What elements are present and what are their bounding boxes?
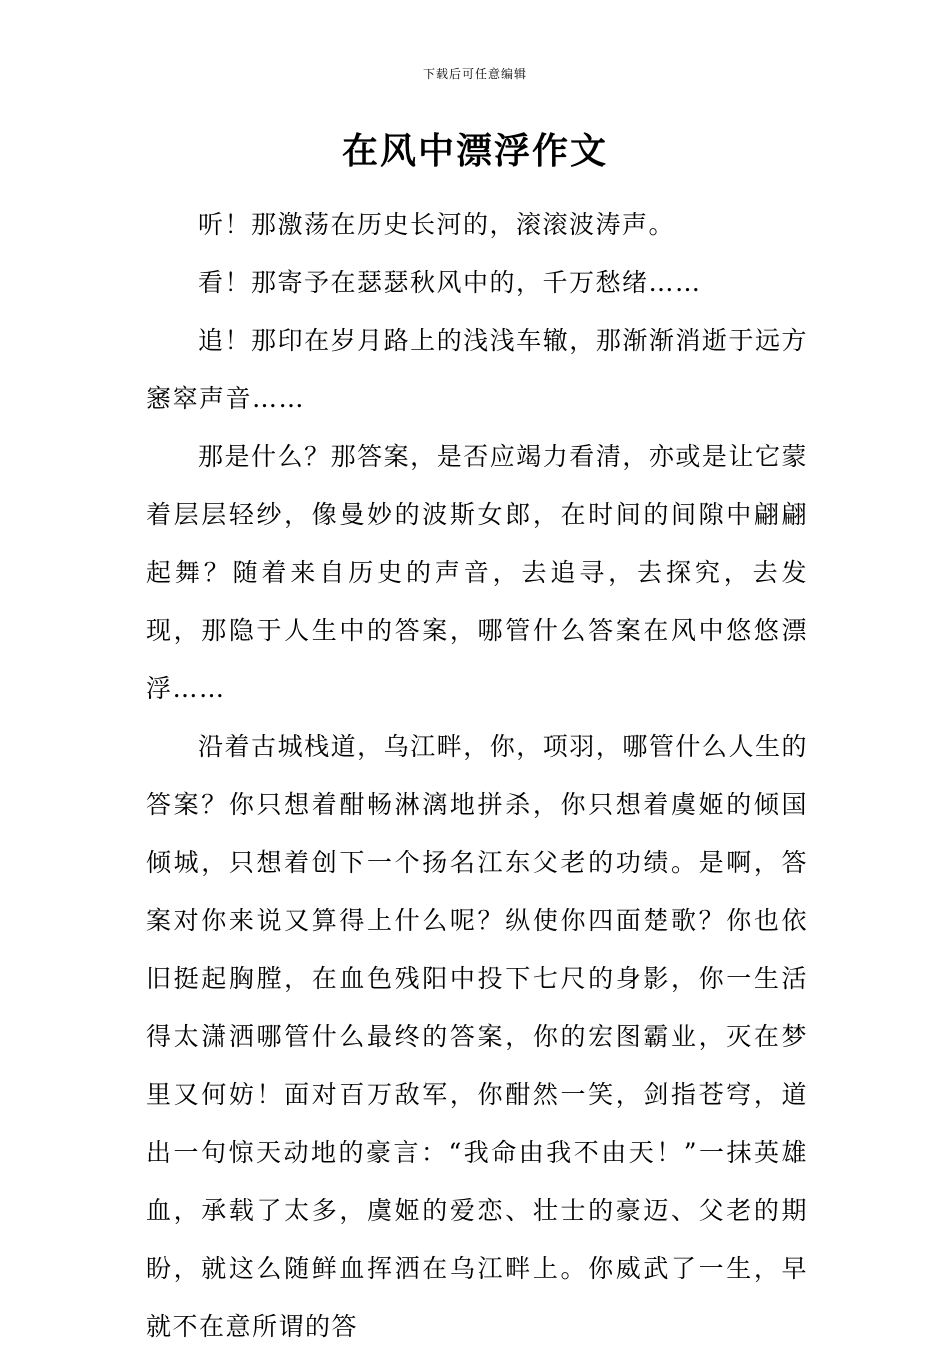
- header-note: 下载后可任意编辑: [422, 67, 527, 81]
- paragraph: 追！那印在岁月路上的浅浅车辙，那渐渐消逝于远方窸窣声音……: [146, 326, 808, 413]
- document-body: [146, 196, 808, 1356]
- paragraph: 听！那激荡在历史长河的，滚滚波涛声。: [198, 210, 676, 239]
- paragraph: 沿着古城栈道，乌江畔，你，项羽，哪管什么人生的答案？你只想着酣畅淋漓地拼杀，你只想着虞姬的倾国倾城，只想着创下一个扬名江东父老的功绩。是啊，答案对你来说又算得上什么呢？纵使你四面楚歌？你也依旧挺起胸膛，在血色残阳中投下七尺的身影，你一生活得太潇洒哪管什么最终的答案，你的宏图霸业，灭在梦里又何妨！面对百万敌军，你酣然一笑，剑指苍穹，道出一句惊天动地的豪言：“我命由我不由天！”一抹英雄血，承载了太多，虞姬的爱恋、壮士的豪迈、父老的期盼，就这么随鲜血挥洒在乌江畔上。你威武了一生，早就不在意所谓的答: [146, 732, 808, 1341]
- paragraph: 看！那寄予在瑟瑟秋风中的，千万愁绪……: [198, 268, 702, 297]
- document-title: 在风中漂浮作文: [341, 131, 608, 172]
- paragraph: 那是什么？那答案，是否应竭力看清，亦或是让它蒙着层层轻纱，像曼妙的波斯女郎，在时间的间隙中翩翩起舞？随着来自历史的声音，去追寻，去探究，去发现，那隐于人生中的答案，哪管什么答案在风中悠悠漂浮……: [146, 442, 808, 703]
